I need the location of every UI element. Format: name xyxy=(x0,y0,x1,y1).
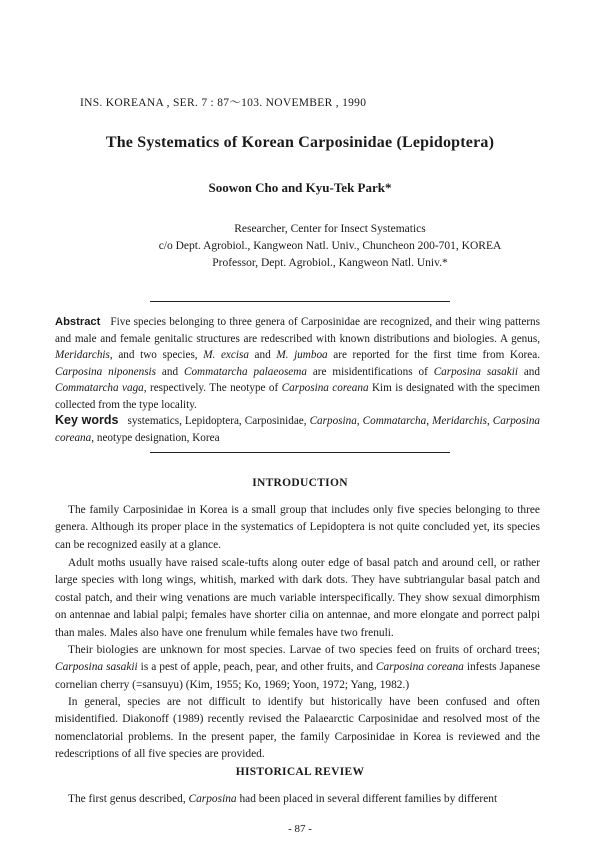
keywords-label: Key words xyxy=(55,413,119,427)
introduction-paragraph-3: Their biologies are unknown for most species. Larvae of two species feed on fruits of orchard trees; Carposina sasakii is a pest of apple, peach, pear, and other fruits, and Carposina coreana infests Japanese cornelian cherry (=sansuyu) (Kim, 1955; Ko, 1969; Yoon, 1972; Yang, 1982.) xyxy=(55,644,541,691)
introduction-paragraph-4: In general, species are not difficult to identify but historically have been confused and often misidentified. Diakonoff (1989) recently revised the Palaearctic Carposinidae and resolved most of the nomenclatorial problems. In the present paper, the family Carposinidae in Korea is reviewed and the redescriptions of all five species are provided. xyxy=(55,696,540,761)
paper-title: The Systematics of Korean Carposinidae (Lepidoptera) xyxy=(105,134,495,151)
abstract-label: Abstract xyxy=(55,316,101,328)
historical-review-paragraph-1: The first genus described, Carposina had been placed in several different families by different xyxy=(68,793,498,805)
paper-authors: Soowon Cho and Kyu-Tek Park* xyxy=(208,180,392,195)
keywords-bottom-rule xyxy=(150,452,450,453)
affiliation-line-1: Researcher, Center for Insect Systematics xyxy=(234,223,426,235)
affiliation-line-2: c/o Dept. Agrobiol., Kangweon Natl. Univ., Chuncheon 200-701, KOREA xyxy=(158,240,502,252)
keywords: Key words systematics, Lepidoptera, Carposinidae, Carposina, Commatarcha, Meridarchis, Carposina coreana, neotype designation, Korea xyxy=(55,413,541,444)
journal-citation: INS. KOREANA , SER. 7 : 87～103. NOVEMBER , 1990 xyxy=(80,97,367,109)
abstract: Abstract Five species belonging to three genera of Carposinidae are recognized, and their wing patterns and male and female genitalic structures are redescribed with known distributions and biologies. A genus, Meridarchis, and two species, M. excisa and M. jumboa are reported for the first time from Korea. Carposina niponensis and Commatarcha palaeosema are misidentifications of Carposina sasakii and Commatarcha vaga, respectively. The neotype of Carposina coreana Kim is designated with the specimen collected from the type locality. xyxy=(55,316,541,411)
introduction-paragraph-2: Adult moths usually have raised scale-tufts along outer edge of basal patch and around cell, or rather large species with long wings, whitish, marked with dark dots. They have subtriangular basal patch and costal patch, and their wing venations are much variable interspecifically. They show sexual dimorphism on antennae and labial palpi; females have shorter cilia on antennae, and more elongate and porrect palpi than males. Males also have one frenulum while females have two frenuli. xyxy=(55,557,540,639)
historical-review-heading: HISTORICAL REVIEW xyxy=(235,766,365,778)
introduction-paragraph-1: The family Carposinidae in Korea is a small group that includes only five species belonging to three genera. Although its proper place in the systematics of Lepidoptera is not quite concluded yet, its species can be recognized easily at a glance. xyxy=(55,504,540,551)
abstract-top-rule xyxy=(150,301,450,302)
page-number: - 87 - xyxy=(288,823,312,835)
affiliation-line-3: Professor, Dept. Agrobiol., Kangweon Natl. Univ.* xyxy=(212,257,448,269)
introduction-heading: INTRODUCTION xyxy=(252,477,348,489)
